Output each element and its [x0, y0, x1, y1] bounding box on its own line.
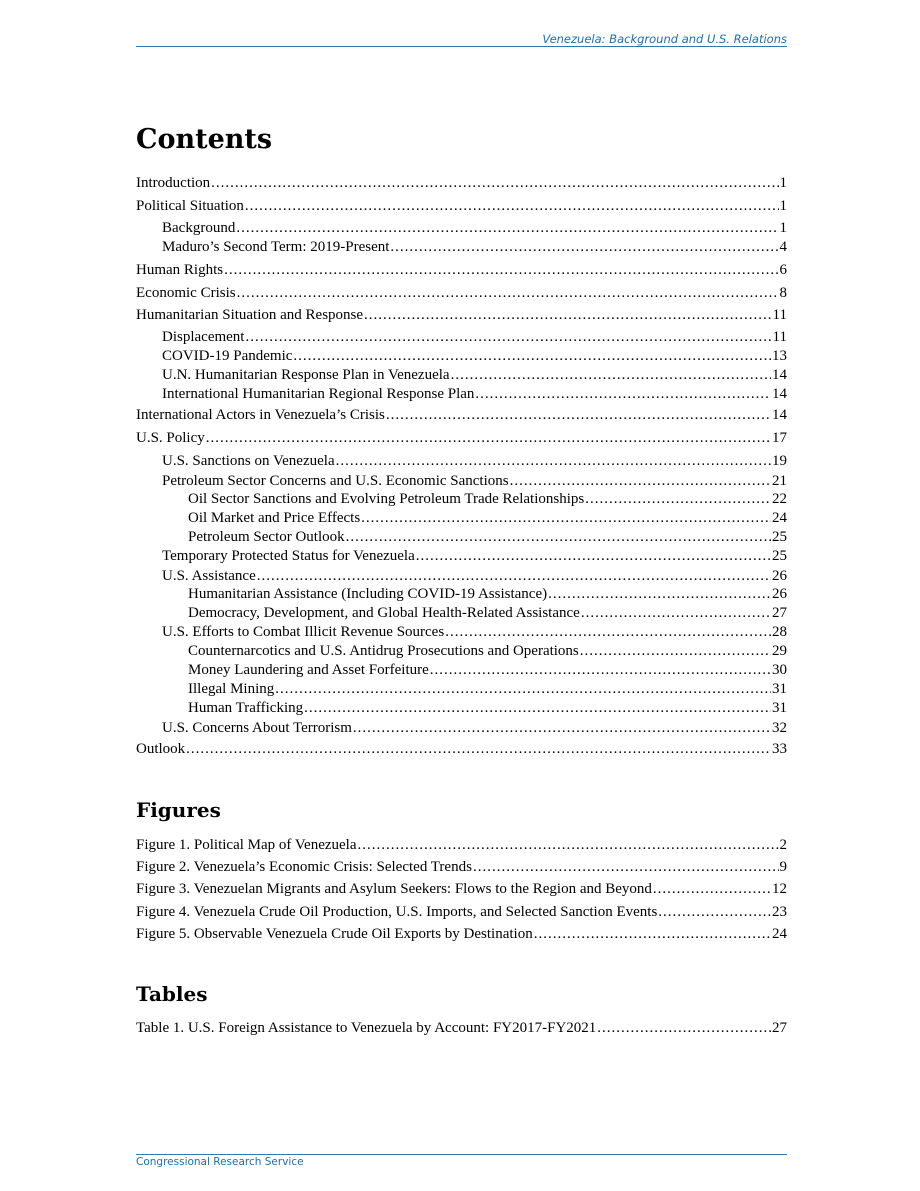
- toc-entry[interactable]: U.S. Efforts to Combat Illicit Revenue Sources ..... 28: [162, 623, 787, 641]
- toc-entry[interactable]: U.S. Sanctions on Venezuela ..... 19: [162, 452, 787, 470]
- toc-entry[interactable]: Displacement ..... 11: [162, 328, 787, 346]
- toc-entry[interactable]: Democracy, Development, and Global Health-Related Assistance ..... 27: [188, 604, 787, 622]
- toc-entry[interactable]: International Humanitarian Regional Response Plan ..... 14: [162, 385, 787, 403]
- toc-entry[interactable]: Political Situation ..... 1: [136, 197, 787, 215]
- toc-entry[interactable]: U.S. Assistance ..... 26: [162, 567, 787, 585]
- figures-heading: Figures: [136, 798, 221, 822]
- toc-entry[interactable]: Money Laundering and Asset Forfeiture ..... 30: [188, 661, 787, 679]
- figure-entry[interactable]: Figure 5. Observable Venezuela Crude Oil Exports by Destination ..... 24: [136, 925, 787, 943]
- toc-entry[interactable]: U.S. Policy ..... 17: [136, 429, 787, 447]
- toc-entry[interactable]: Economic Crisis ..... 8: [136, 284, 787, 302]
- footer-organization: Congressional Research Service: [136, 1156, 304, 1168]
- toc-entry[interactable]: COVID-19 Pandemic ..... 13: [162, 347, 787, 365]
- toc-entry[interactable]: Humanitarian Assistance (Including COVID-19 Assistance) ..... 26: [188, 585, 787, 603]
- header-rule: [136, 46, 787, 47]
- footer-rule: [136, 1154, 787, 1155]
- contents-heading: Contents: [136, 124, 273, 155]
- toc-entry[interactable]: Counternarcotics and U.S. Antidrug Prosecutions and Operations ..... 29: [188, 642, 787, 660]
- figure-entry[interactable]: Figure 1. Political Map of Venezuela ..... 2: [136, 836, 787, 854]
- toc-entry[interactable]: Maduro’s Second Term: 2019-Present ..... 4: [162, 238, 787, 256]
- toc-entry[interactable]: Illegal Mining ..... 31: [188, 680, 787, 698]
- toc-entry[interactable]: Petroleum Sector Concerns and U.S. Economic Sanctions ..... 21: [162, 472, 787, 490]
- toc-entry[interactable]: Oil Market and Price Effects ..... 24: [188, 509, 787, 527]
- toc-entry[interactable]: Humanitarian Situation and Response ..... 11: [136, 306, 787, 324]
- running-header-title: Venezuela: Background and U.S. Relations: [542, 32, 787, 46]
- figure-entry[interactable]: Figure 2. Venezuela’s Economic Crisis: Selected Trends ..... 9: [136, 858, 787, 876]
- toc-entry[interactable]: Human Rights ..... 6: [136, 261, 787, 279]
- toc-entry[interactable]: Background ..... 1: [162, 219, 787, 237]
- toc-entry[interactable]: U.S. Concerns About Terrorism ..... 32: [162, 719, 787, 737]
- toc-entry[interactable]: Human Trafficking ..... 31: [188, 699, 787, 717]
- toc-entry[interactable]: Outlook ..... 33: [136, 740, 787, 758]
- figure-entry[interactable]: Figure 4. Venezuela Crude Oil Production, U.S. Imports, and Selected Sanction Events ..... 23: [136, 903, 787, 921]
- toc-entry[interactable]: Introduction ..... 1: [136, 174, 787, 192]
- toc-entry[interactable]: Oil Sector Sanctions and Evolving Petroleum Trade Relationships ..... 22: [188, 490, 787, 508]
- tables-heading: Tables: [136, 982, 208, 1006]
- table-entry[interactable]: Table 1. U.S. Foreign Assistance to Venezuela by Account: FY2017-FY2021 ..... 27: [136, 1019, 787, 1037]
- toc-entry[interactable]: Petroleum Sector Outlook ..... 25: [188, 528, 787, 546]
- toc-entry[interactable]: U.N. Humanitarian Response Plan in Venezuela ..... 14: [162, 366, 787, 384]
- toc-entry[interactable]: Temporary Protected Status for Venezuela ..... 25: [162, 547, 787, 565]
- figure-entry[interactable]: Figure 3. Venezuelan Migrants and Asylum Seekers: Flows to the Region and Beyond ..... 12: [136, 880, 787, 898]
- toc-entry[interactable]: International Actors in Venezuela’s Crisis ..... 14: [136, 406, 787, 424]
